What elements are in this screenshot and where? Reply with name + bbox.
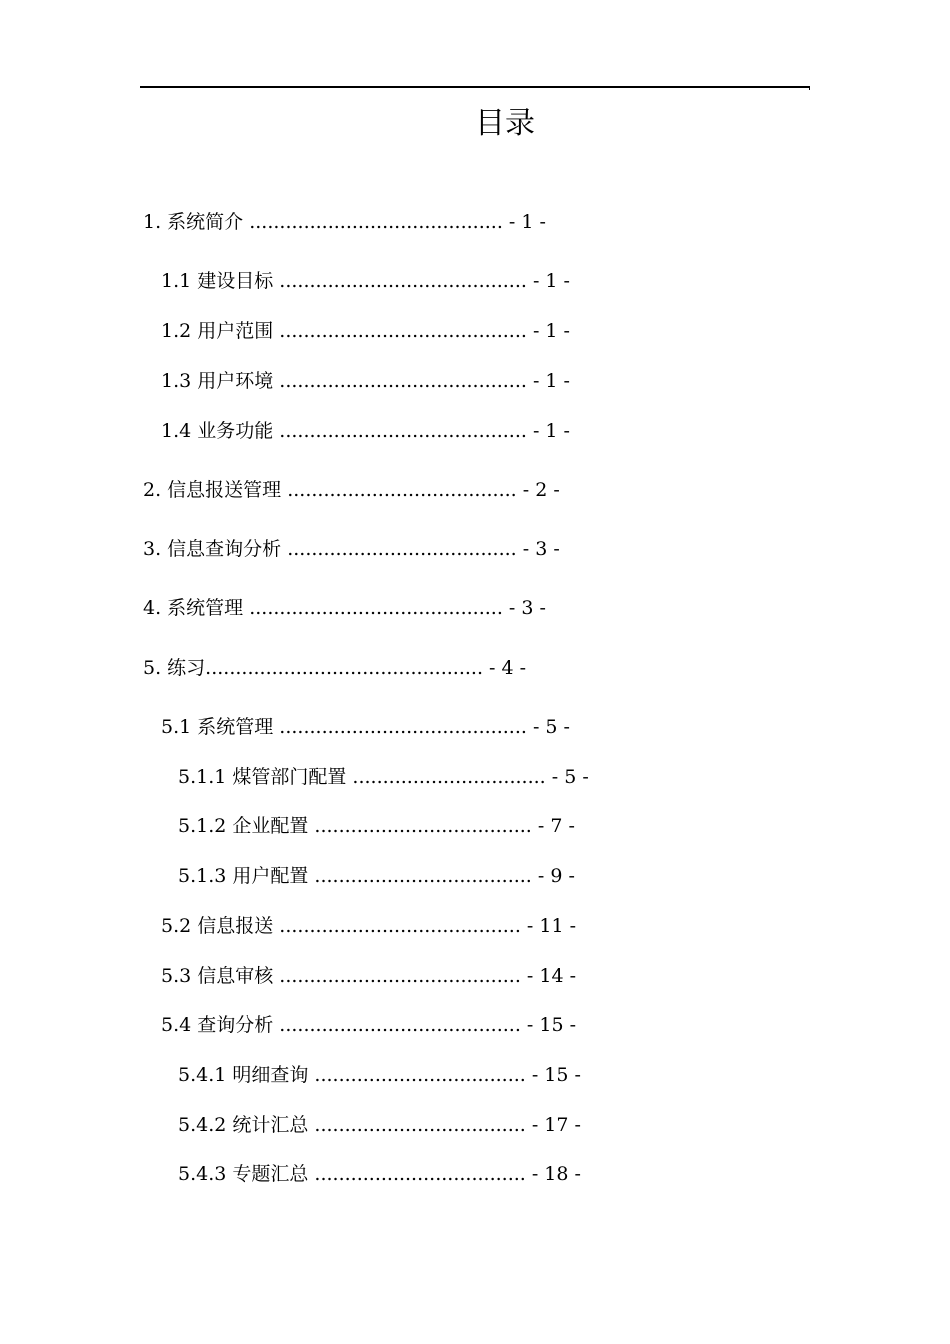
- toc-entry-4[interactable]: 4. 系统管理 .......................................... - 3 -: [143, 597, 546, 619]
- toc-entry-3[interactable]: 3. 信息查询分析 ...................................... - 3 -: [143, 538, 560, 560]
- toc-entry-2[interactable]: 2. 信息报送管理 ...................................... - 2 -: [143, 479, 560, 501]
- toc-entry-5-4-3[interactable]: 5.4.3 专题汇总 ................................... - 18 -: [178, 1163, 581, 1185]
- toc-entry-5-2[interactable]: 5.2 信息报送 ........................................ - 11 -: [161, 915, 577, 937]
- header-rule-end-mark: [809, 86, 810, 90]
- toc-entry-1-4[interactable]: 1.4 业务功能 ......................................... - 1 -: [161, 420, 570, 442]
- toc-entry-1[interactable]: 1. 系统简介 .......................................... - 1 -: [143, 211, 546, 233]
- toc-entry-5-3[interactable]: 5.3 信息审核 ........................................ - 14 -: [161, 965, 577, 987]
- toc-entry-5-1-2[interactable]: 5.1.2 企业配置 .................................... - 7 -: [178, 815, 575, 837]
- page-title: 目录: [475, 106, 535, 141]
- toc-entry-5-1-1[interactable]: 5.1.1 煤管部门配置 ................................ - 5 -: [178, 766, 589, 788]
- toc-entry-1-2[interactable]: 1.2 用户范围 ......................................... - 1 -: [161, 320, 570, 342]
- toc-entry-5-1[interactable]: 5.1 系统管理 ......................................... - 5 -: [161, 716, 570, 738]
- toc-entry-5-4-2[interactable]: 5.4.2 统计汇总 ................................... - 17 -: [178, 1114, 581, 1136]
- header-rule: [140, 86, 810, 88]
- toc-entry-5-4[interactable]: 5.4 查询分析 ........................................ - 15 -: [161, 1014, 577, 1036]
- toc-entry-5-4-1[interactable]: 5.4.1 明细查询 ................................... - 15 -: [178, 1064, 581, 1086]
- toc-entry-5-1-3[interactable]: 5.1.3 用户配置 .................................... - 9 -: [178, 865, 575, 887]
- toc-entry-1-3[interactable]: 1.3 用户环境 ......................................... - 1 -: [161, 370, 570, 392]
- toc-entry-1-1[interactable]: 1.1 建设目标 ......................................... - 1 -: [161, 270, 570, 292]
- toc-entry-5[interactable]: 5. 练习.............................................. - 4 -: [143, 657, 527, 679]
